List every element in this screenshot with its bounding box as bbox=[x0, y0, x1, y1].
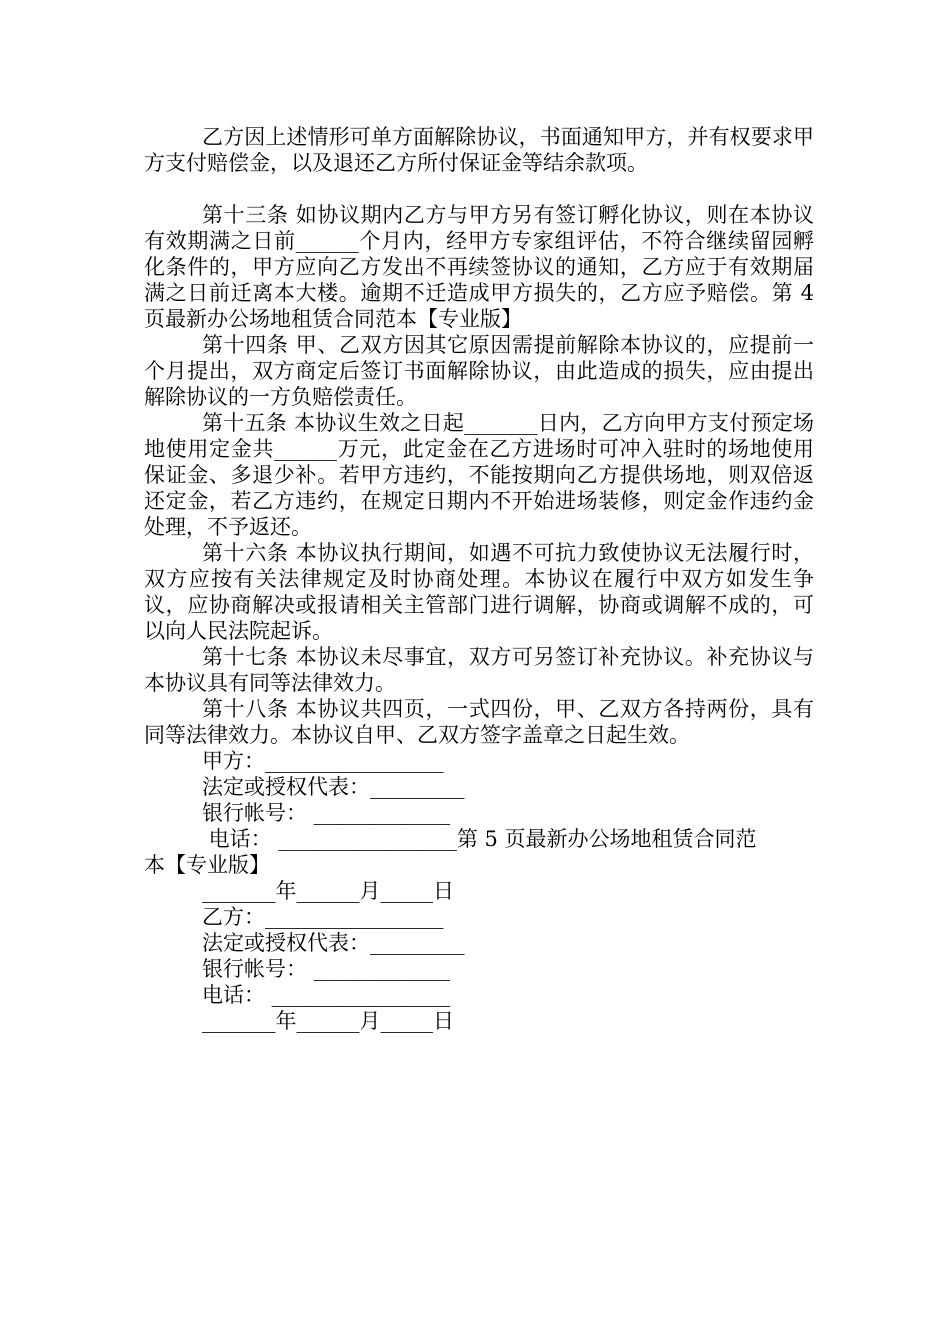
party-a-phone-line: 电话： _________________第 5 页最新办公场地租赁合同范 bbox=[202, 827, 757, 851]
party-a-bank-line: 银行帐号： _____________ bbox=[202, 801, 451, 825]
document-body bbox=[144, 124, 814, 1034]
party-b-name-line: 乙方：_________________ bbox=[202, 905, 444, 929]
article-16: 第十六条 本协议执行期间，如遇不可抗力致使协议无法履行时，双方应按有关法律规定及时协商处理。本协议在履行中双方如发生争议，应协商解决或报请相关主管部门进行调解，协商或调解不成的，可以向人民法院起诉。 bbox=[144, 541, 814, 643]
party-a-date-line: _______年______月_____日 bbox=[202, 879, 454, 903]
article-15: 第十五条 本协议生效之日起_______日内，乙方向甲方支付预定场地使用定金共______万元，此定金在乙方进场时可冲入驻时的场地使用保证金、多退少补。若甲方违约，不能按期向乙方提供场地，则双倍返还定金，若乙方违约，在规定日期内不开始进场装修，则定金作违约金处理，不予返还。 bbox=[144, 411, 814, 539]
article-14: 第十四条 甲、乙双方因其它原因需提前解除本协议的，应提前一个月提出，双方商定后签订书面解除协议，由此造成的损失，应由提出解除协议的一方负赔偿责任。 bbox=[144, 333, 814, 409]
party-b-phone-line: 电话： _________________ bbox=[202, 983, 451, 1007]
party-a-name-line: 甲方：_________________ bbox=[202, 749, 444, 773]
article-17: 第十七条 本协议未尽事宜，双方可另签订补充协议。补充协议与本协议具有同等法律效力。 bbox=[144, 645, 814, 695]
page-footer-wrap: 本【专业版】 bbox=[144, 853, 270, 877]
article-18: 第十八条 本协议共四页，一式四份，甲、乙双方各持两份，具有同等法律效力。本协议自甲、乙双方签字盖章之日起生效。 bbox=[144, 697, 814, 747]
party-b-representative-line: 法定或授权代表：_________ bbox=[202, 931, 465, 955]
party-a-representative-line: 法定或授权代表：_________ bbox=[202, 775, 465, 799]
paragraph-termination-notice: 乙方因上述情形可单方面解除协议，书面通知甲方，并有权要求甲方支付赔偿金，以及退还乙方所付保证金等结余款项。 bbox=[144, 125, 814, 175]
party-b-date-line: _______年______月_____日 bbox=[202, 1009, 454, 1033]
article-13: 第十三条 如协议期内乙方与甲方另有签订孵化协议，则在本协议有效期满之日前______个月内，经甲方专家组评估，不符合继续留园孵化条件的，甲方应向乙方发出不再续签协议的通知，乙方应于有效期届满之日前迁离本大楼。逾期不迁造成甲方损失的，乙方应予赔偿。第 4 页最新办公场地租赁合同范本【专业版】 bbox=[144, 203, 814, 331]
paragraph-gap bbox=[144, 176, 814, 202]
party-b-bank-line: 银行帐号： _____________ bbox=[202, 957, 451, 981]
